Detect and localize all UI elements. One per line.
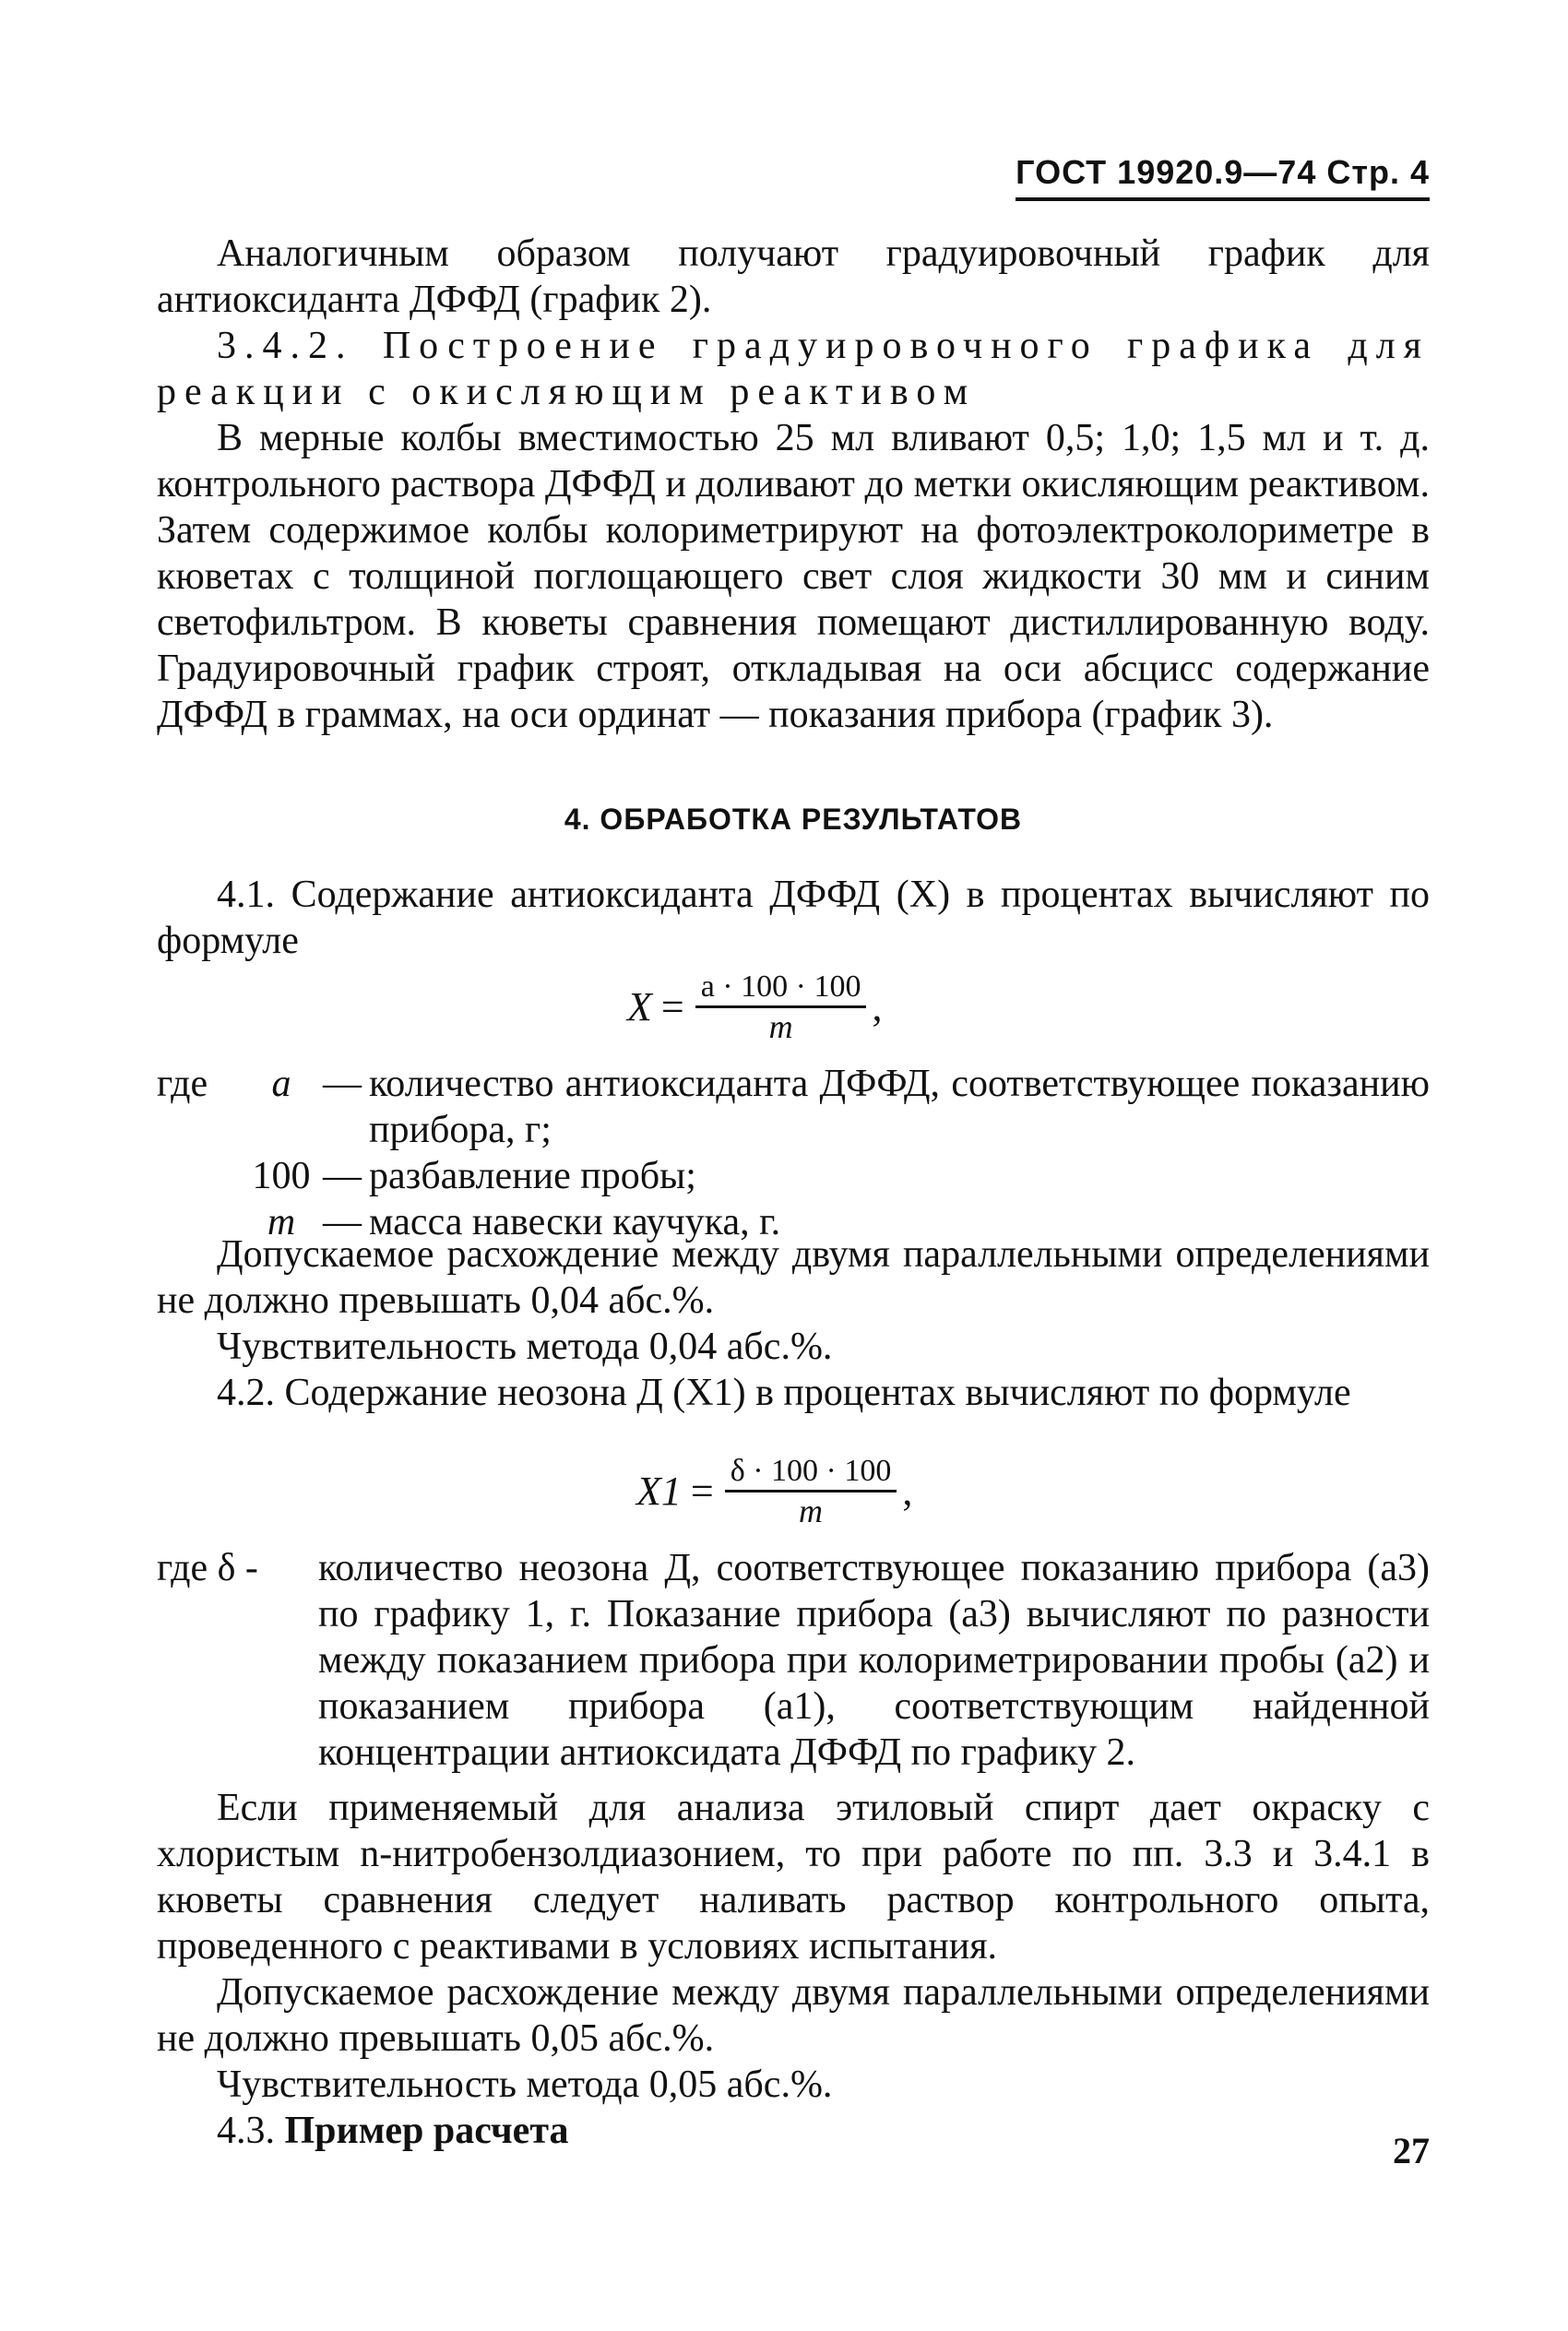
paragraph-4-3: 4.3. Пример расчета bbox=[217, 2110, 569, 2152]
paragraph-tolerance-1: Допускаемое расхождение между двумя параллельными определениями не должно превышать 0,04 абс.%. bbox=[157, 1233, 1430, 1322]
block-3-4 bbox=[157, 231, 1430, 738]
paragraph-4-1: 4.1. Содержание антиоксиданта ДФФД (X) в процентах вычисляют по формуле bbox=[157, 874, 1430, 962]
block-4-2-tail bbox=[157, 1785, 1430, 2154]
formula-definitions-2 bbox=[157, 1545, 1430, 1776]
formula-fraction bbox=[695, 969, 867, 1045]
formula-x: X = $\frac{a \cdot 100 \cdot 100}{m}$ , bbox=[627, 969, 883, 1045]
paragraph-procedure: В мерные колбы вместимостью 25 мл вливают 0,5; 1,0; 1,5 мл и т. д. контрольного раствора ДФФД и доливают до метки окисляющим реактивом. Затем содержимое колбы колориметрируют на фотоэлектроколориметре в кюветах с толщиной поглощающего свет слоя жидкости 30 мм и синим светофильтром. В кюветы сравнения помещают дистиллированную воду. Градуировочный график строят, откладывая на оси абсцисс содержание ДФФД в граммах, на оси ординат — показания прибора (график 3). bbox=[157, 417, 1430, 736]
section-title: 4. ОБРАБОТКА РЕЗУЛЬТАТОВ bbox=[564, 803, 1023, 836]
formula-lhs: X bbox=[627, 984, 652, 1029]
page-number: 27 bbox=[1393, 2130, 1430, 2171]
formula-fraction bbox=[725, 1453, 897, 1529]
definition-row: m — масса навески каучука, г. bbox=[267, 1201, 781, 1243]
formula-x1: X1 = $\frac{\delta \cdot 100 \cdot 100}{m}$ , bbox=[636, 1454, 913, 1529]
paragraph-tolerance-2: Допускаемое расхождение между двумя параллельными определениями не должно превышать 0,05 абс.%. bbox=[157, 1971, 1430, 2060]
paragraph-4-2: 4.2. Содержание неозона Д (X1) в процентах вычисляют по формуле bbox=[217, 1372, 1351, 1414]
formula-numerator: δ · 100 · 100 bbox=[730, 1454, 892, 1488]
formula-equals: = bbox=[690, 1469, 714, 1514]
paragraph-sensitivity-1: Чувствительность метода 0,04 абс.%. bbox=[217, 1326, 833, 1368]
formula-definitions-1 bbox=[157, 1061, 1430, 1245]
formula-equals: = bbox=[660, 984, 684, 1029]
paragraph-ethanol: Если применяемый для анализа этиловый спирт дает окраску с хлористым n-нитробензолдиазонием, то при работе по пп. 3.3 и 3.4.1 в кюветы сравнения следует наливать раствор контрольного опыта, проведенного с реактивами в условиях испытания. bbox=[157, 1787, 1430, 1968]
example-title: Пример расчета bbox=[284, 2110, 569, 2152]
formula-numerator: a · 100 · 100 bbox=[700, 969, 861, 1004]
definition-row: где δ - количество неозона Д, соответствующее показанию прибора (a3) по графику 1, г. Показание прибора (a3) вычисляют по разности между показанием прибора при колориметрировании пробы (a2) и показанием прибора (a1), соответствующим найденной концентрации антиоксидата ДФФД по графику 2. bbox=[157, 1547, 1430, 1774]
definition-row: 100 — разбавление пробы; bbox=[252, 1155, 696, 1197]
formula-denominator: m bbox=[768, 1008, 793, 1045]
formula-lhs: X1 bbox=[636, 1469, 682, 1514]
page-header: ГОСТ 19920.9—74 Стр. 4 bbox=[1016, 153, 1430, 201]
paragraph-sensitivity-2: Чувствительность метода 0,05 абс.%. bbox=[217, 2063, 833, 2106]
block-4-1-tail bbox=[157, 1231, 1430, 1416]
paragraph-graph2: Аналогичным образом получают градуировочный график для антиоксиданта ДФФД (график 2). bbox=[157, 232, 1430, 321]
definition-row: где a — количество антиоксиданта ДФФД, соответствующее показанию прибора, г; bbox=[157, 1063, 1430, 1151]
subsection-3-4-2-title: 3.4.2. Построение градуировочного графика для реакции с окисляющим реактивом bbox=[157, 325, 1430, 413]
formula-denominator: m bbox=[799, 1493, 824, 1529]
